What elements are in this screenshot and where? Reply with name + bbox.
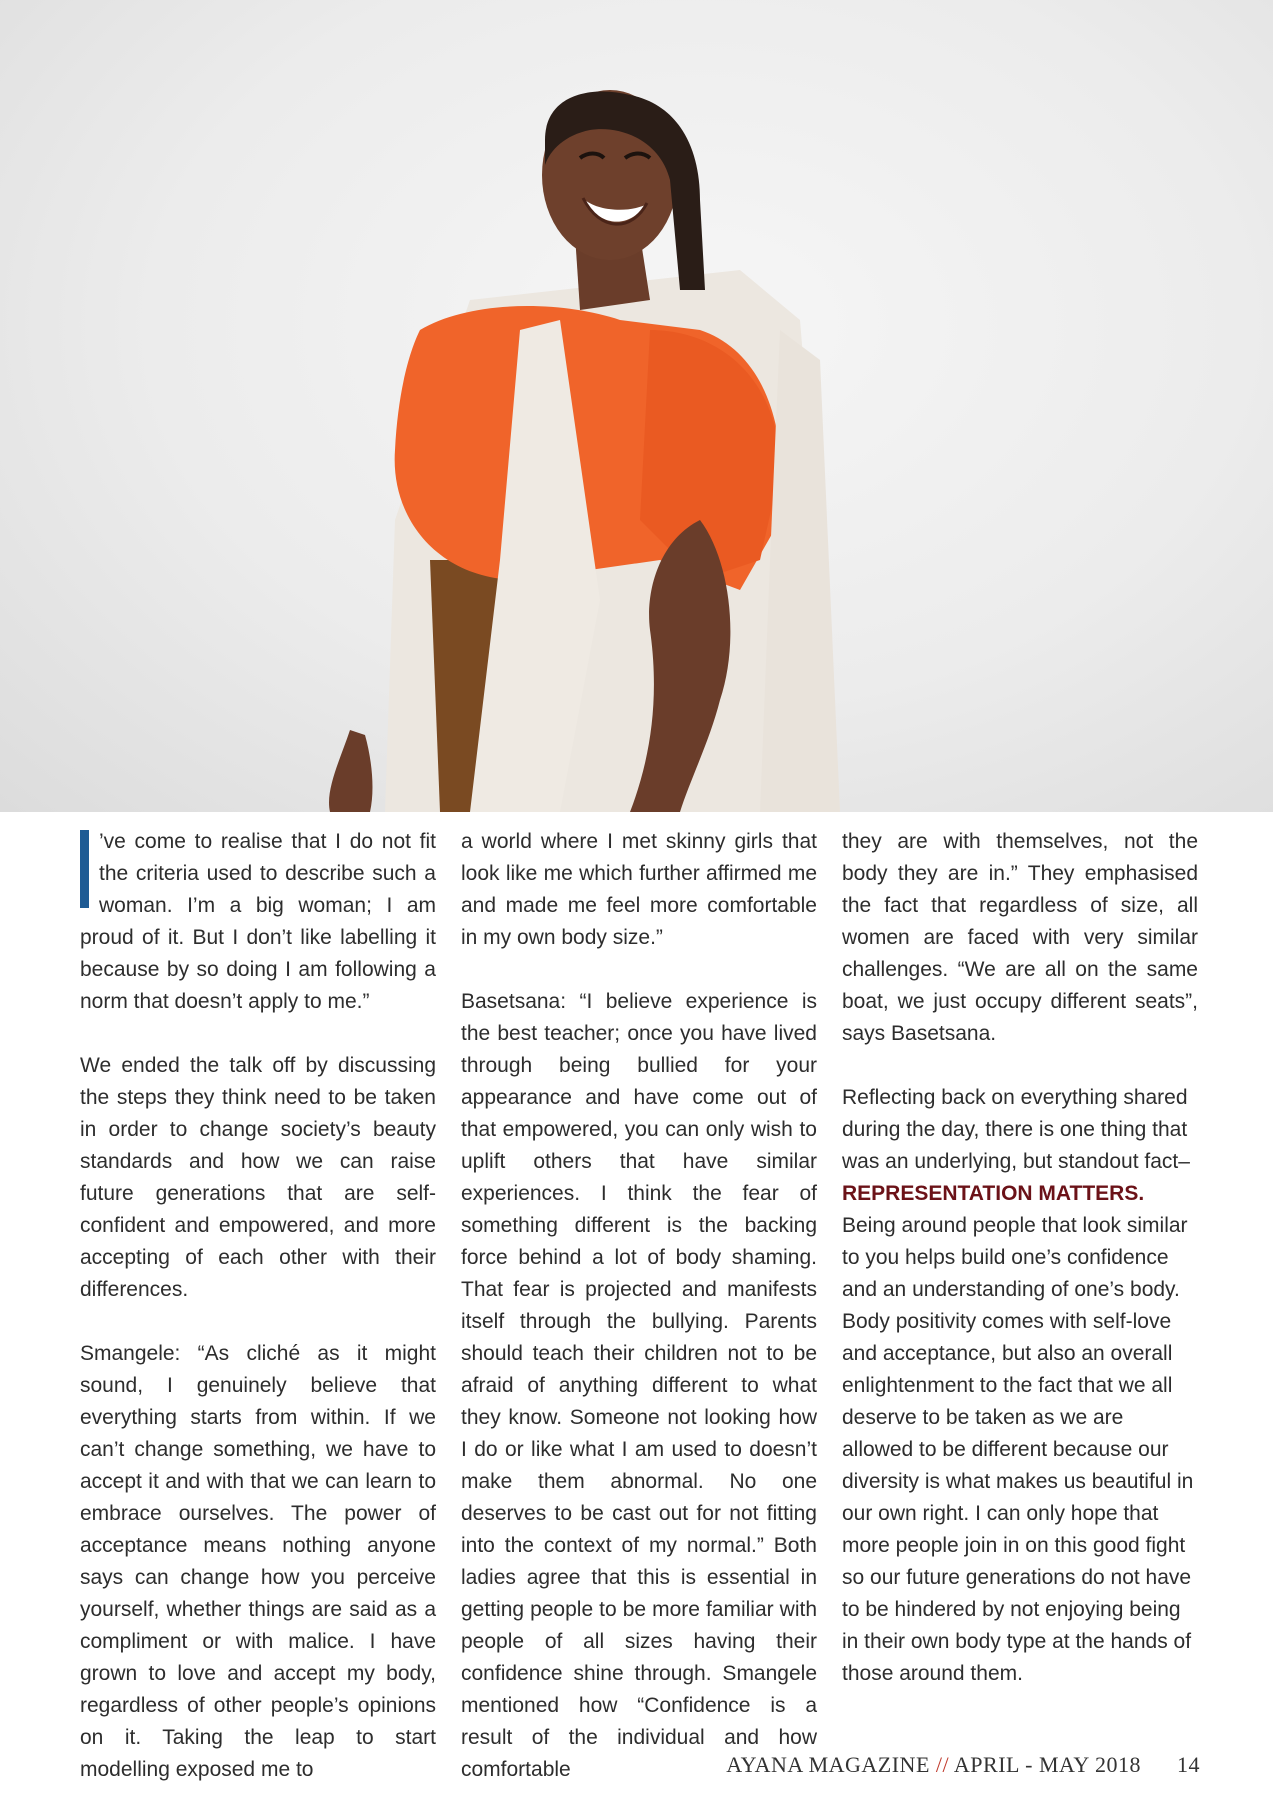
column-2 — [461, 826, 817, 1786]
hero-photo — [0, 0, 1273, 812]
page-number: 14 — [1177, 1752, 1200, 1777]
column-1 — [80, 826, 436, 1786]
representation-matters-highlight: REPRESENTATION MATTERS. — [842, 1182, 1145, 1205]
woman-portrait-illustration — [0, 0, 1273, 812]
paragraph-intro — [80, 826, 436, 1018]
paragraph-reflection — [842, 1082, 1198, 1690]
reflection-rest: Being around people that look similar to you helps build one’s confidence and an understanding of one’s body. Body positivity comes with self-love and acceptance, but also an overall enlightenment to the fact that we all deserve to be taken as we are allowed to be different because our diversity is what makes us beautiful in our own right. I can only hope that more people join in on this good fight so our future generations do not have to be hindered by not enjoying being in their own body type at the hands of those around them. — [842, 1214, 1194, 1685]
paragraph-continued: a world where I met skinny girls that look like me which further affirmed me and made me feel more comfortable in my own body size.” — [461, 830, 817, 949]
paragraph-intro-text: ’ve come to realise that I do not fit the criteria used to describe such a woman. I’m a big woman; I am proud of it. But I don’t like labelling it because by so doing I am following a norm that doesn’t apply to me.” — [80, 830, 436, 1013]
issue-date: APRIL - MAY 2018 — [953, 1752, 1141, 1777]
paragraph-discussion: We ended the talk off by discussing the steps they think need to be taken in order to change society’s beauty standards and how we can raise future generations that are self-confident and empowered, and more accepting of each other with their differences. — [80, 1054, 436, 1301]
footer-separator: // — [935, 1752, 950, 1777]
page-footer — [700, 1752, 1200, 1782]
dropcap-bar — [80, 830, 89, 908]
paragraph-challenges: they are with themselves, not the body they are in.” They emphasised the fact that regardless of size, all women are faced with very similar challenges. “We are all on the same boat, we just occupy different seats”, says Basetsana. — [842, 830, 1198, 1045]
magazine-name: AYANA MAGAZINE — [726, 1752, 930, 1777]
paragraph-smangele-quote: Smangele: “As cliché as it might sound, I genuinely believe that everything starts from within. If we can’t change something, we have to accept it and with that we can learn to embrace ourselves. The power of acceptance means nothing anyone says can change how you perceive yourself, whether things are said as a compliment or with malice. I have grown to love and accept my body, regardless of other people’s opinions on it. Taking the leap to start modelling exposed me to — [80, 1342, 436, 1781]
column-3 — [842, 826, 1198, 1690]
paragraph-basetsana-quote: Basetsana: “I believe experience is the best teacher; once you have lived through being bullied for your appearance and have come out of that empowered, you can only wish to uplift others that have similar experiences. I think the fear of something different is the backing force behind a lot of body shaming. That fear is projected and manifests itself through the bullying. Parents should teach their children not to be afraid of anything different to what they know. Someone not looking how I do or like what I am used to doesn’t make them abnormal. No one deserves to be cast out for not fitting into the context of my normal.” Both ladies agree that this is essential in getting people to be more familiar with people of all sizes having their confidence shine through. Smangele mentioned how “Confidence is a result of the individual and how comfortable — [461, 990, 817, 1781]
reflection-intro: Reflecting back on everything shared during the day, there is one thing that was an underlying, but standout fact– — [842, 1086, 1190, 1173]
